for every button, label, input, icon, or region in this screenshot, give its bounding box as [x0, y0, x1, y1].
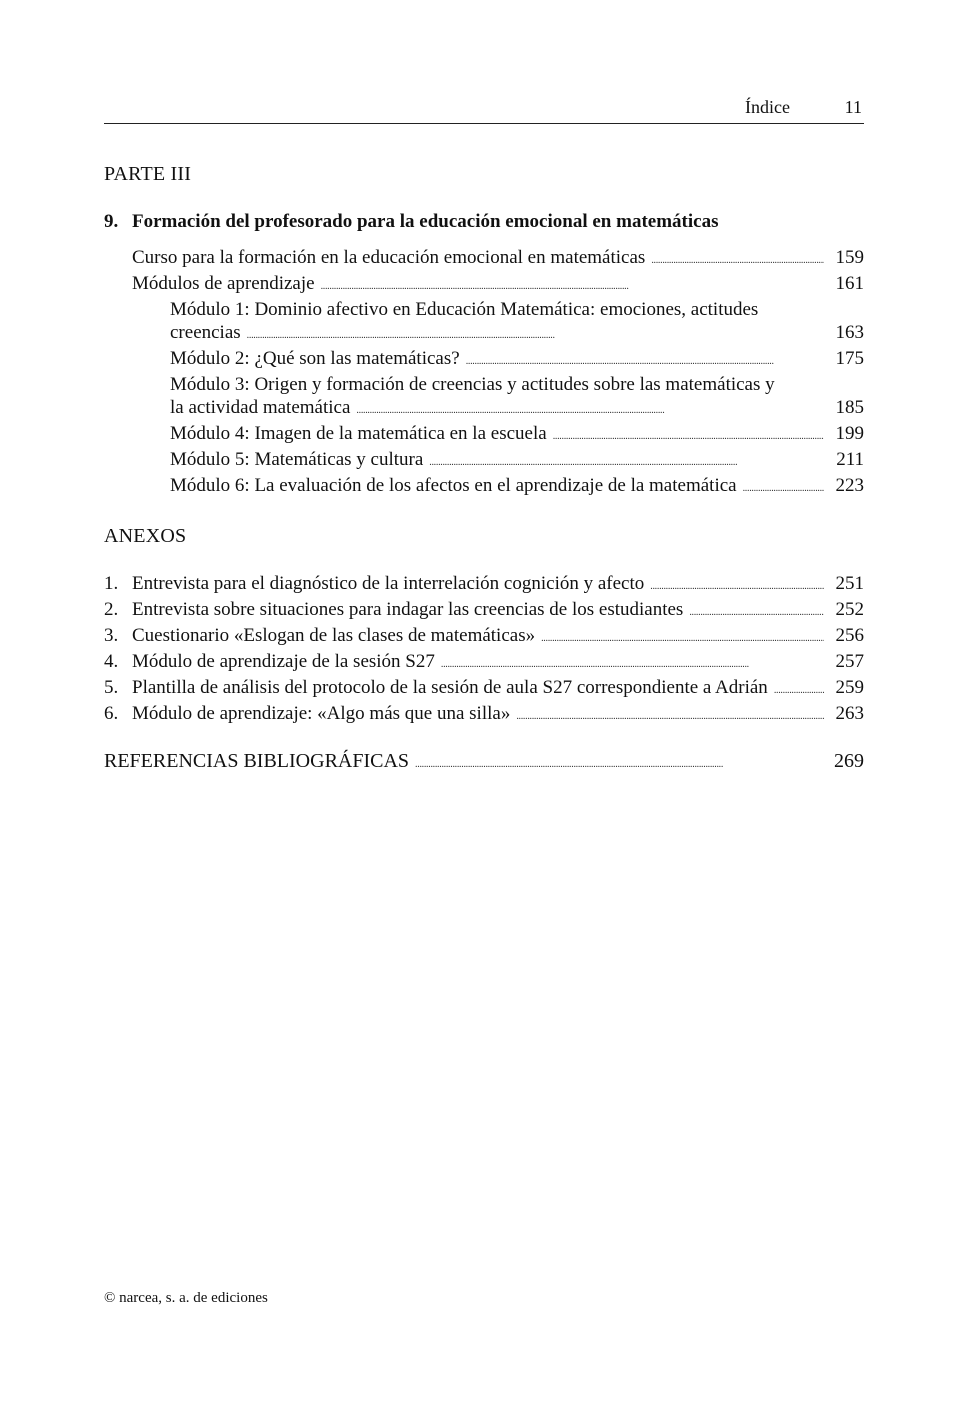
- toc-entry-number: 5.: [104, 677, 119, 698]
- dot-leader: [516, 702, 824, 728]
- toc-entry[interactable]: [104, 598, 864, 624]
- toc-entry-text: Módulo 6: La evaluación de los afectos en el aprendizaje de la matemática: [170, 475, 737, 496]
- dot-leader: [651, 246, 824, 272]
- chapter-title: Formación del profesorado para la educación emocional en matemáticas: [132, 211, 719, 232]
- toc-entry-text: Plantilla de análisis del protocolo de la sesión de aula S27 correspondiente a Adrián: [132, 677, 768, 698]
- copyright-footer: © narcea, s. a. de ediciones: [104, 1290, 268, 1306]
- toc-entry-text: Módulo de aprendizaje de la sesión S27: [132, 651, 435, 672]
- toc-entry-number: 3.: [104, 625, 119, 646]
- toc-entry[interactable]: [104, 676, 864, 702]
- dot-leader: [650, 572, 824, 598]
- toc-entry-text: Entrevista sobre situaciones para indagar las creencias de los estudiantes: [132, 599, 684, 620]
- toc-entry[interactable]: [104, 347, 864, 373]
- toc-entry[interactable]: [104, 321, 864, 347]
- toc-entry-page: 256: [835, 625, 864, 646]
- toc-entry-text: creencias: [170, 322, 241, 343]
- toc-entry-page: 199: [835, 423, 864, 444]
- header-title: Índice: [745, 97, 790, 117]
- toc-entry-page: 211: [836, 449, 864, 470]
- toc-entry-page: 251: [835, 573, 864, 594]
- toc-entry-page: 223: [835, 475, 864, 496]
- toc-entry-page: 161: [835, 273, 864, 294]
- dot-leader: [689, 598, 824, 624]
- toc-entry-page: 159: [835, 247, 864, 268]
- toc-entry[interactable]: [104, 422, 864, 448]
- toc-entry[interactable]: [104, 272, 864, 298]
- toc-entry-page: 175: [835, 348, 864, 369]
- toc-entry-number: 6.: [104, 703, 119, 724]
- dot-leader: [466, 347, 824, 373]
- dot-leader: [553, 422, 824, 448]
- toc-entry-text: Cuestionario «Eslogan de las clases de matemáticas»: [132, 625, 536, 646]
- toc-entry-references[interactable]: [104, 750, 864, 776]
- toc-entry-text: la actividad matemática: [170, 397, 351, 418]
- toc-entry[interactable]: [104, 624, 864, 650]
- toc-entry-line1: Módulo 1: Dominio afectivo en Educación Matemática: emociones, actitudes: [170, 299, 759, 320]
- part-title: PARTE III: [104, 163, 192, 185]
- toc-entry-page: 263: [835, 703, 864, 724]
- dot-leader: [743, 474, 824, 500]
- toc-entry-page: 185: [835, 397, 864, 418]
- toc-entry[interactable]: [104, 246, 864, 272]
- toc-entry[interactable]: [104, 650, 864, 676]
- toc-entry-page: 163: [835, 322, 864, 343]
- dot-leader: [774, 676, 824, 702]
- toc-entry-text: Módulo 2: ¿Qué son las matemáticas?: [170, 348, 460, 369]
- toc-entry-text: Curso para la formación en la educación emocional en matemáticas: [132, 247, 646, 268]
- toc-entry-number: 4.: [104, 651, 119, 672]
- annexes-title: ANEXOS: [104, 525, 187, 547]
- references-title: REFERENCIAS BIBLIOGRÁFICAS: [104, 750, 410, 772]
- toc-entry-text: Entrevista para el diagnóstico de la interrelación cognición y afecto: [132, 573, 645, 594]
- running-header: [104, 97, 864, 124]
- toc-entry-line1: Módulo 3: Origen y formación de creencias y actitudes sobre las matemáticas y: [170, 374, 775, 395]
- toc-entry-page: 252: [835, 599, 864, 620]
- toc-entry-number: 1.: [104, 573, 119, 594]
- dot-leader: [247, 321, 824, 347]
- references-page: 269: [834, 750, 864, 772]
- toc-entry-number: 2.: [104, 599, 119, 620]
- toc-entry-text: Módulos de aprendizaje: [132, 273, 315, 294]
- toc-entry-text: Módulo de aprendizaje: «Algo más que una silla»: [132, 703, 511, 724]
- toc-entry[interactable]: [104, 572, 864, 598]
- toc-entry[interactable]: [104, 474, 864, 500]
- chapter-number: 9.: [104, 211, 119, 232]
- chapter-heading: [104, 208, 864, 236]
- dot-leader: [321, 272, 824, 298]
- dot-leader: [415, 750, 824, 776]
- dot-leader: [429, 448, 824, 474]
- toc-entry-text: Módulo 5: Matemáticas y cultura: [170, 449, 424, 470]
- dot-leader: [541, 624, 824, 650]
- toc-entry[interactable]: [104, 702, 864, 728]
- toc-entry[interactable]: [104, 448, 864, 474]
- table-of-contents: [104, 160, 864, 776]
- dot-leader: [441, 650, 824, 676]
- toc-entry-page: 259: [835, 677, 864, 698]
- toc-entry-text: Módulo 4: Imagen de la matemática en la escuela: [170, 423, 547, 444]
- toc-entry-page: 257: [835, 651, 864, 672]
- dot-leader: [356, 396, 824, 422]
- toc-entry[interactable]: [104, 396, 864, 422]
- header-page-number: 11: [844, 97, 862, 117]
